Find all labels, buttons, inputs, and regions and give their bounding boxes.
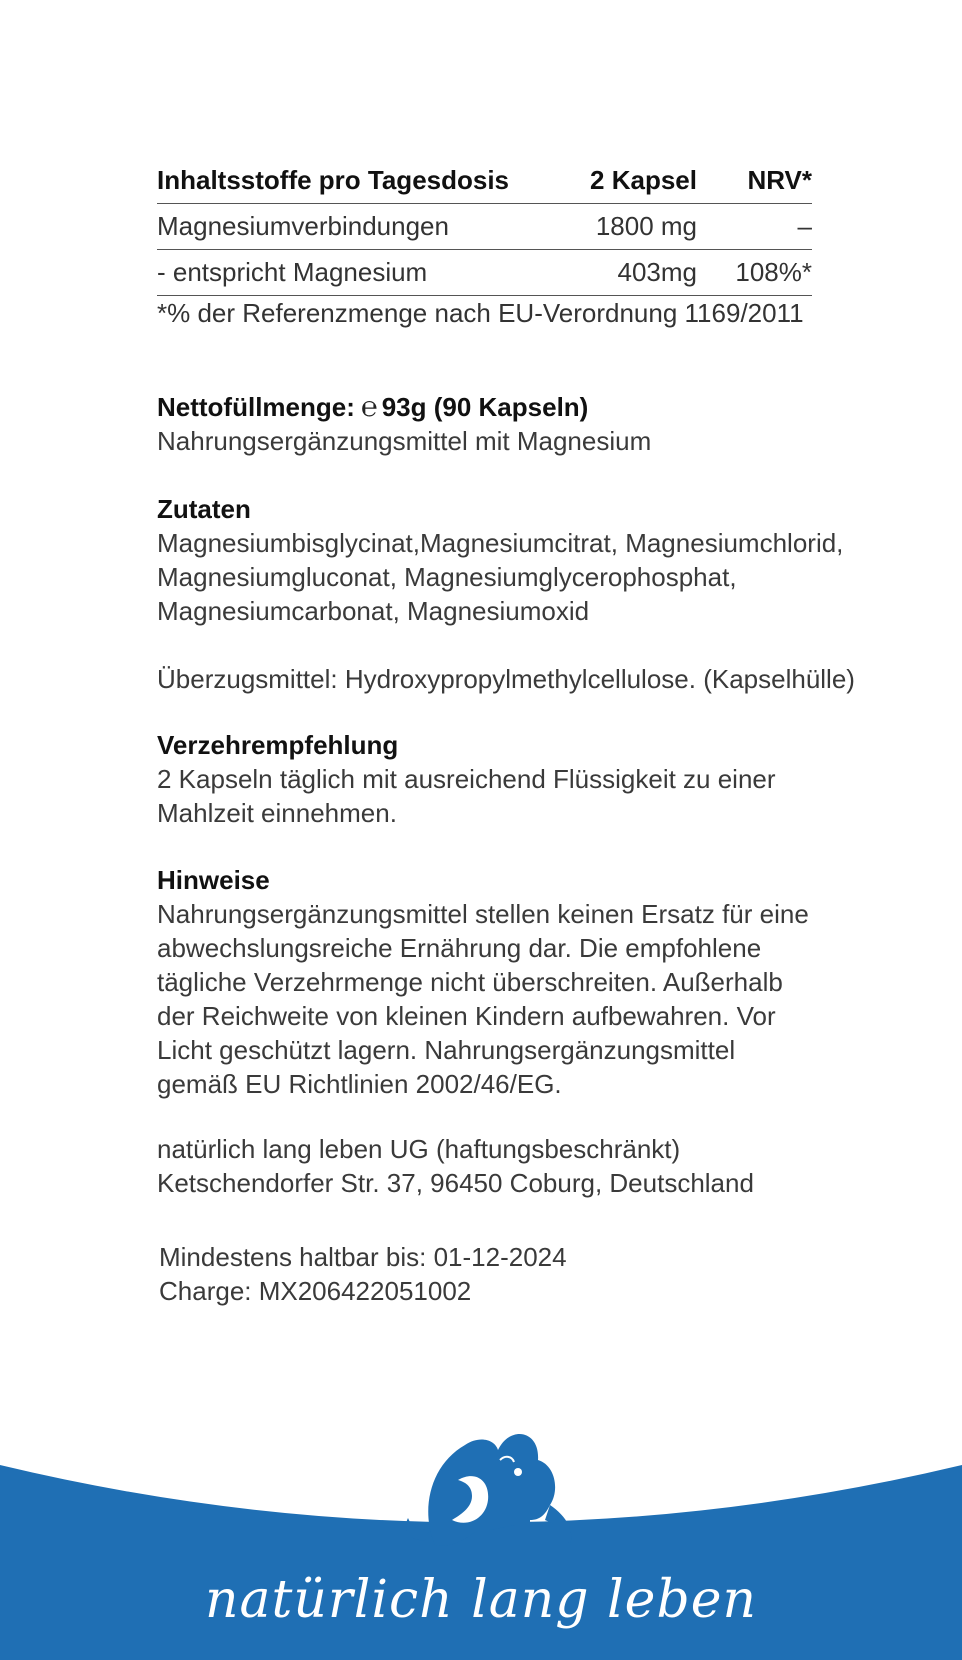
company-section — [157, 1132, 917, 1200]
notes-section — [157, 863, 917, 1101]
net-quantity-section — [157, 390, 917, 458]
net-quantity-value: 93g (90 Kapseln) — [381, 392, 589, 422]
best-before-date: Mindestens haltbar bis: 01-12-2024 — [159, 1242, 567, 1272]
product-description: Nahrungsergänzungsmittel mit Magnesium — [157, 426, 652, 456]
coating-agent: Überzugsmittel: Hydroxypropylmethylcellulose. (Kapselhülle) — [157, 664, 855, 694]
table-cell: Magnesiumverbindungen — [157, 211, 449, 241]
net-quantity-heading — [157, 390, 917, 424]
dosage-section — [157, 728, 917, 830]
ingredients-title: Zutaten — [157, 494, 251, 524]
table-cell: - entspricht Magnesium — [157, 257, 428, 287]
company-name: natürlich lang leben UG (haftungsbeschränkt) — [157, 1134, 681, 1164]
table-row — [157, 250, 812, 296]
company-address: Ketschendorfer Str. 37, 96450 Coburg, Deutschland — [157, 1168, 754, 1198]
dosage-title: Verzehrempfehlung — [157, 730, 399, 760]
mammoth-icon — [380, 1420, 580, 1570]
dosage-line: Mahlzeit einnehmen. — [157, 798, 397, 828]
table-footnote: *% der Referenzmenge nach EU-Verordnung 1169/2011 — [157, 298, 804, 328]
notes-line: abwechslungsreiche Ernährung dar. Die empfohlene — [157, 933, 762, 963]
column-header: NRV* — [747, 165, 812, 195]
ingredients-section — [157, 492, 917, 696]
estimated-sign-icon: ℮ — [360, 391, 378, 422]
dosage-line: 2 Kapseln täglich mit ausreichend Flüssigkeit zu einer — [157, 764, 776, 794]
column-header: Inhaltsstoffe pro Tagesdosis — [157, 165, 510, 195]
table-cell: 1800 mg — [595, 211, 697, 241]
batch-section — [159, 1240, 919, 1308]
table-cell: – — [797, 211, 812, 241]
net-quantity-label: Nettofüllmenge: — [157, 392, 355, 422]
table-cell: 108%* — [735, 257, 812, 287]
table-header-row — [157, 158, 812, 204]
notes-title: Hinweise — [157, 865, 270, 895]
ingredients-line: Magnesiumbisglycinat,Magnesiumcitrat, Magnesiumchlorid, — [157, 528, 844, 558]
column-header: 2 Kapsel — [590, 165, 697, 195]
notes-line: Licht geschützt lagern. Nahrungsergänzungsmittel — [157, 1035, 736, 1065]
table-row — [157, 204, 812, 250]
notes-line: gemäß EU Richtlinien 2002/46/EG. — [157, 1069, 562, 1099]
notes-line: tägliche Verzehrmenge nicht überschreiten. Außerhalb — [157, 967, 783, 997]
table-cell: 403mg — [617, 257, 697, 287]
nutrition-table — [157, 158, 812, 296]
notes-line: Nahrungsergänzungsmittel stellen keinen Ersatz für eine — [157, 899, 809, 929]
brand-slogan: natürlich lang leben — [204, 1570, 758, 1630]
notes-line: der Reichweite von kleinen Kindern aufbewahren. Vor — [157, 1001, 776, 1031]
ingredients-line: Magnesiumcarbonat, Magnesiumoxid — [157, 596, 590, 626]
batch-charge: Charge: MX206422051002 — [159, 1276, 472, 1306]
ingredients-line: Magnesiumgluconat, Magnesiumglycerophosphat, — [157, 562, 737, 592]
